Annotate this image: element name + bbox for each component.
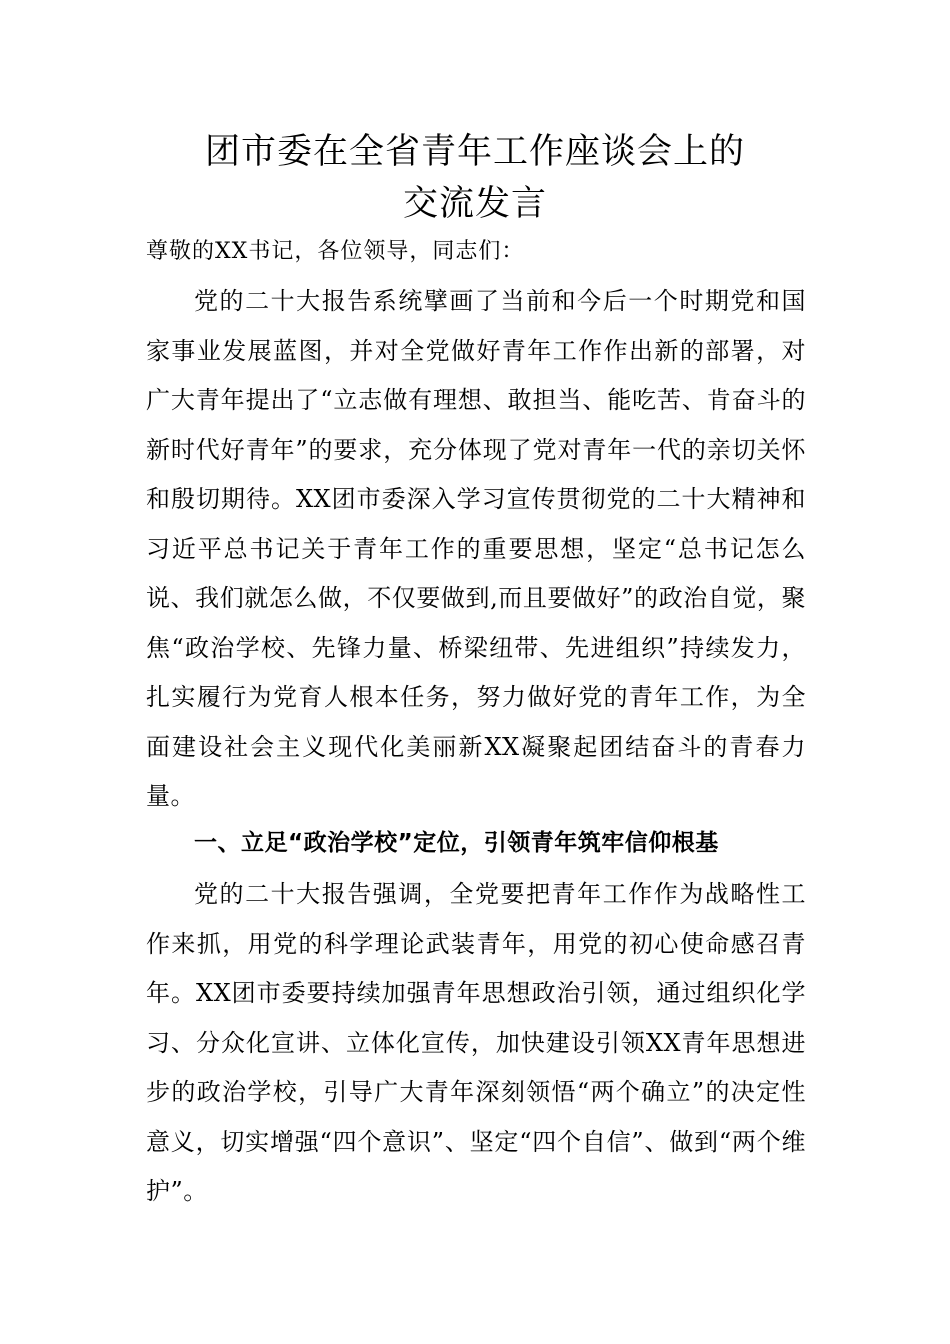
body-paragraph-1: 党的二十大报告系统擘画了当前和今后一个时期党和国家事业发展蓝图，并对全党做好青年工作作出新的部署，对广大青年提出了“立志做有理想、敢担当、能吃苦、肯奋斗的新时代好青年”的要求，充分体现了党对青年一代的亲切关怀和殷切期待。XX团市委深入学习宣传贯彻党的二十大精神和习近平总书记关于青年工作的重要思想，坚定“总书记怎么说、我们就怎么做，不仅要做到,而且要做好”的政治自觉，聚焦“政治学校、先锋力量、桥梁纽带、先进组织”持续发力，扎实履行为党育人根本任务，努力做好党的青年工作，为全面建设社会主义现代化美丽新XX凝聚起团结奋斗的青春力量。: [146, 287, 806, 810]
body-paragraph-2: 党的二十大报告强调，全党要把青年工作作为战略性工作来抓，用党的科学理论武装青年，用党的初心使命感召青年。XX团市委要持续加强青年思想政治引领，通过组织化学习、分众化宣讲、立体化宣传，加快建设引领XX青年思想进步的政治学校，引导广大青年深刻领悟“两个确立”的决定性意义，切实增强“四个意识”、坚定“四个自信”、做到“两个维护”。: [146, 880, 806, 1205]
salutation: 尊敬的XX书记，各位领导，同志们：: [146, 239, 525, 264]
document-title-line-1: 团市委在全省青年工作座谈会上的: [204, 132, 745, 172]
document-title-line-2: 交流发言: [402, 184, 547, 224]
section-heading-1: 一、立足“政治学校”定位，引领青年筑牢信仰根基: [194, 830, 719, 856]
